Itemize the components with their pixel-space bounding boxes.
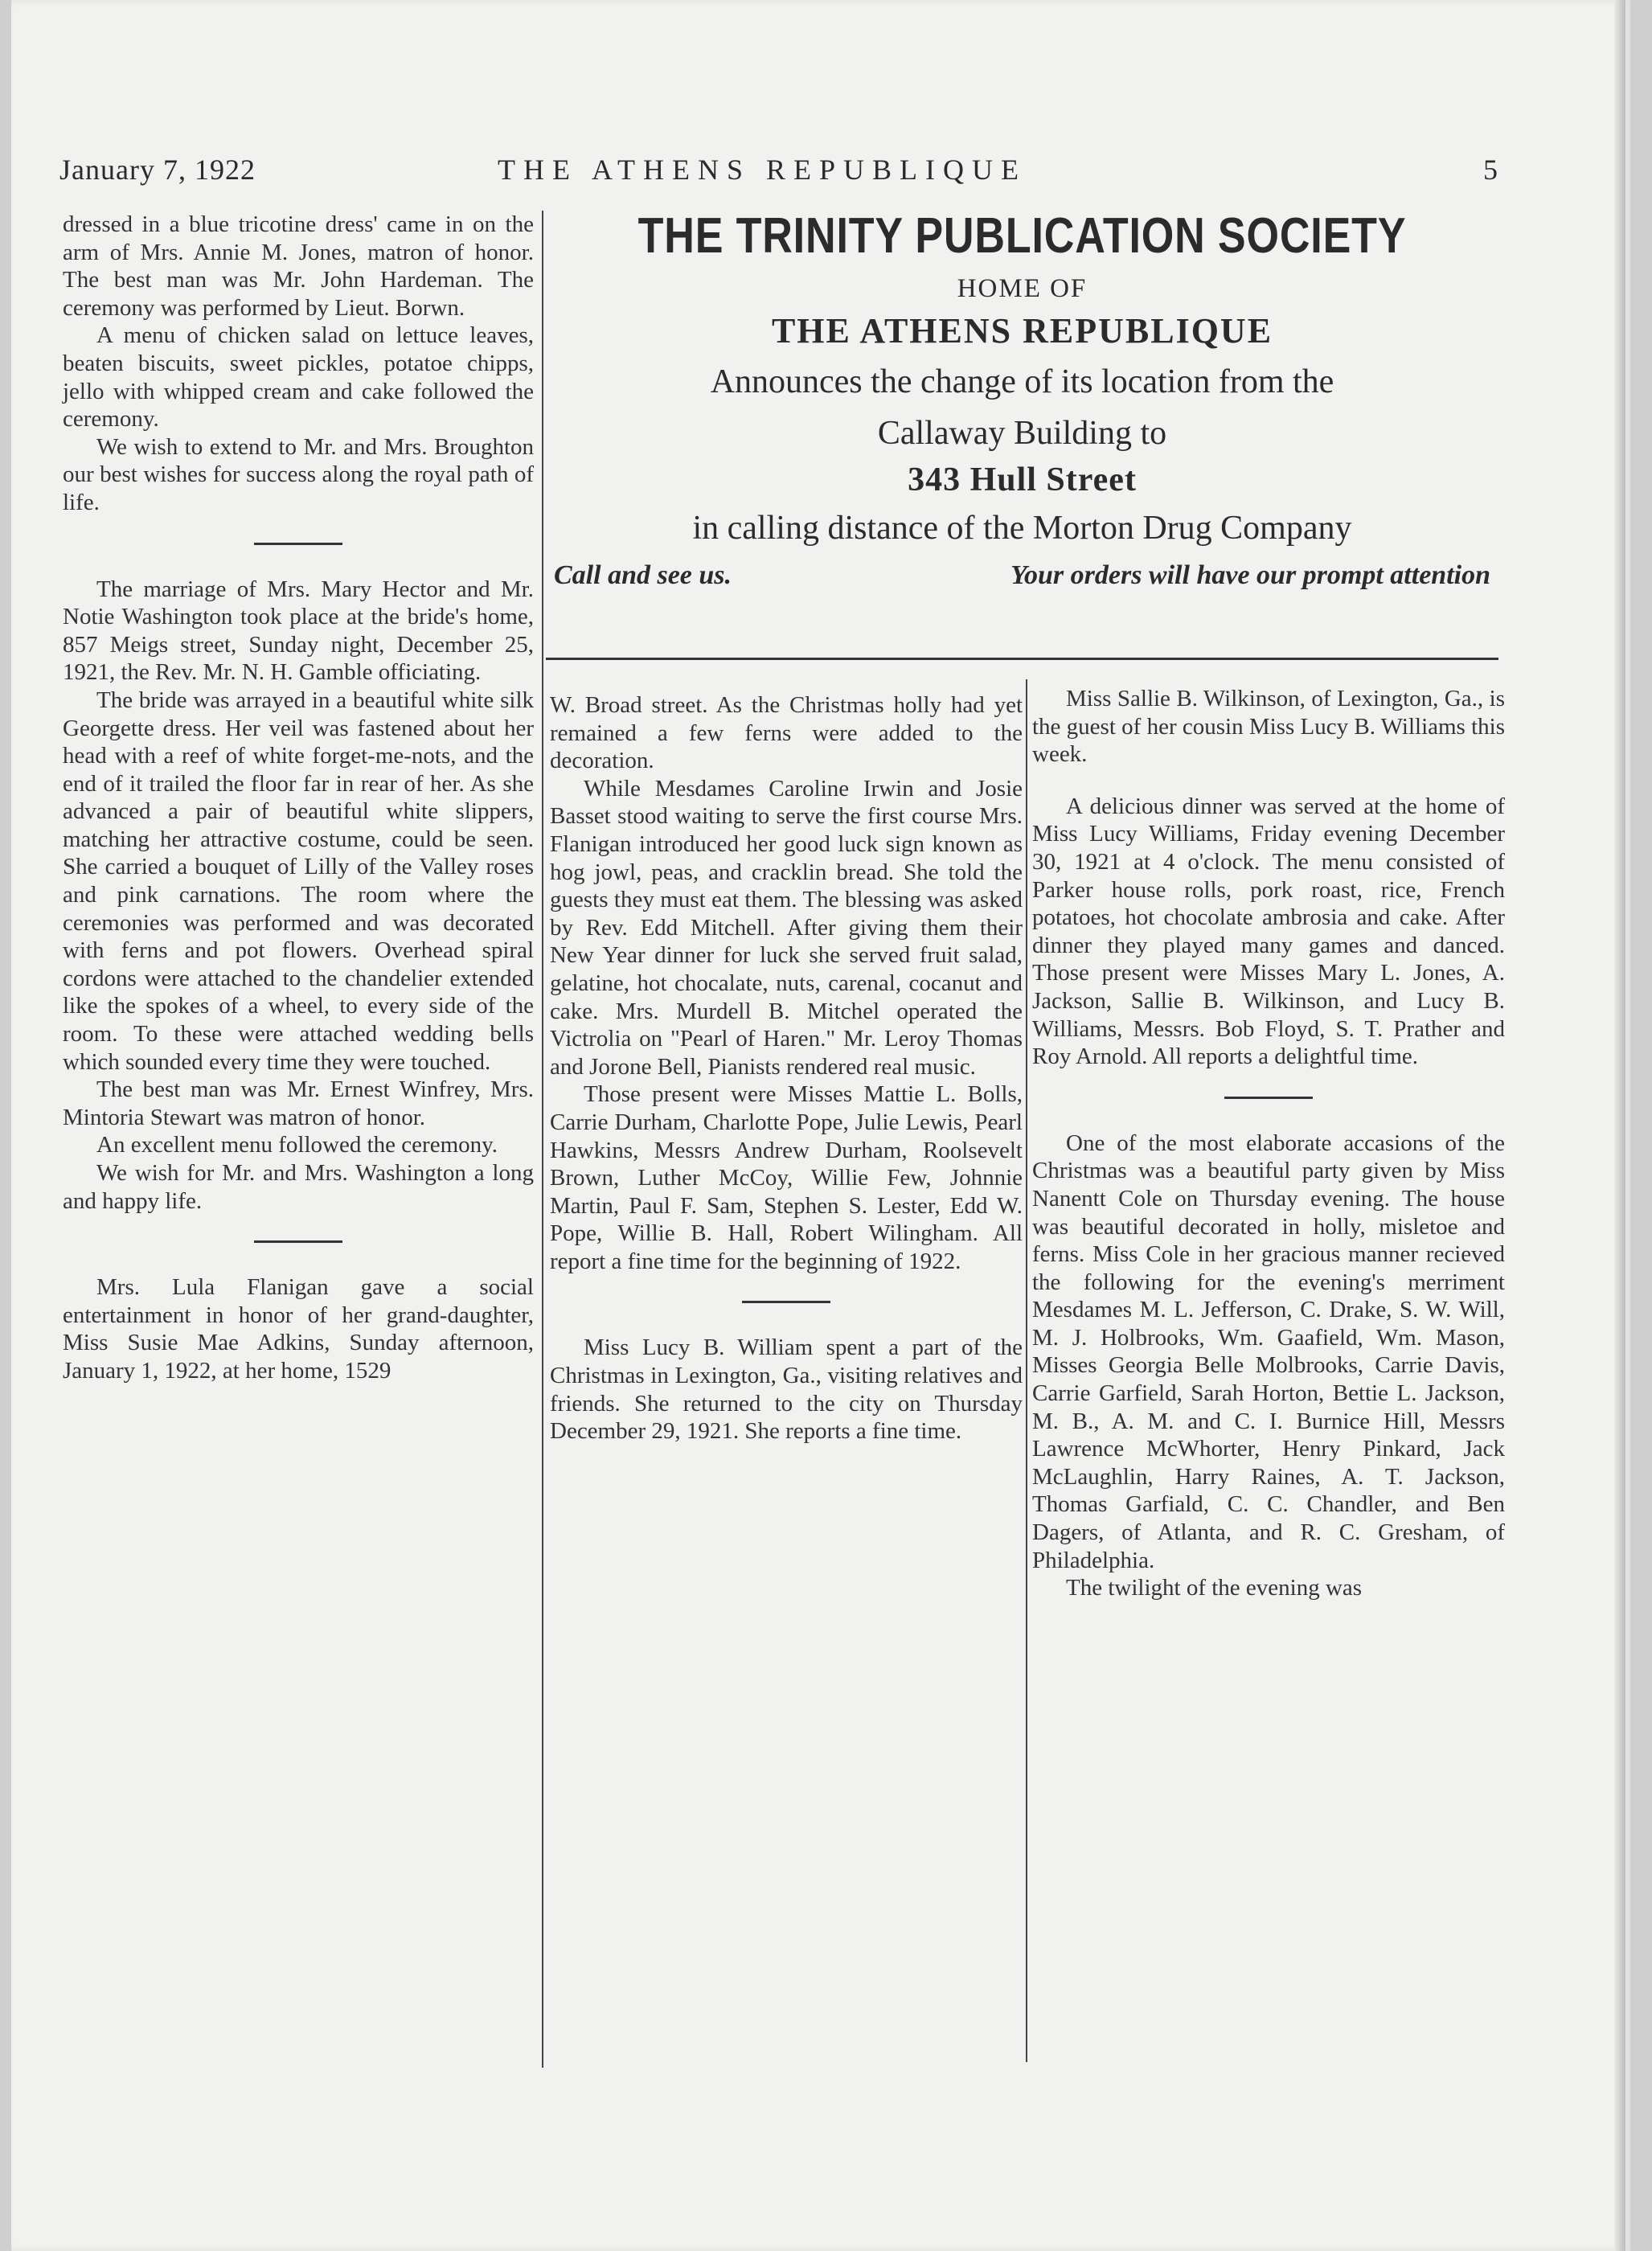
paragraph: We wish for Mr. and Mrs. Washington a long and happy life. [63, 1160, 534, 1214]
issue-date: January 7, 1922 [59, 154, 256, 186]
paragraph: A menu of chicken salad on lettuce leaves, beaten biscuits, sweet pickles, potatoe chipps, jello with whipped cream and cake followed the ceremony. [63, 322, 534, 433]
paragraph: Those present were Misses Mattie L. Bolls, Carrie Durham, Charlotte Pope, Julie Lewis, Pearl Hawkins, Messrs Andrew Durham, Roolsevelt Brown, Luther McCoy, Willie Few, Johnnie Martin, Paul F. Sam, Stephen S. Lester, Edd W. Pope, Willie B. Hall, Robert Wilingham. All report a fine time for the beginning of 1922. [550, 1081, 1023, 1274]
paragraph: dressed in a blue tricotine dress' came in on the arm of Mrs. Annie M. Jones, matron of honor. The best man was Mr. John Hardeman. The ceremony was performed by Lieut. Borwn. [63, 211, 534, 321]
column-rule [1026, 679, 1027, 2062]
paragraph: One of the most elaborate accasions of the Christmas was a beautiful party given by Miss Nanentt Cole on Thursday evening. The house was beautiful decorated in holly, misletoe and ferns. Miss Cole in her gracious manner recieved the following for the evening's merriment Mesdames M. L. Jefferson, C. Drake, S. W. Will, M. J. Holbrooks, Wm. Gaafield, Wm. Mason, Misses Georgia Belle Molbrooks, Carrie Davis, Carrie Garfield, Sarah Horton, Bettie L. Jackson, M. B., A. M. and C. I. Burnice Hill, Messrs Lawrence McWhorter, Henry Pinkard, Jack McLaughlin, Harry Raines, A. T. Jackson, Thomas Garfiald, C. C. Chandler, and Ben Dagers, of Atlanta, and R. C. Gresham, of Philadelphia. [1032, 1130, 1505, 1573]
paragraph: The marriage of Mrs. Mary Hector and Mr. Notie Washington took place at the bride's home, 857 Meigs street, Sunday night, December 25, 1921, the Rev. Mr. N. H. Gamble officiating. [63, 576, 534, 686]
paragraph: We wish to extend to Mr. and Mrs. Broughton our best wishes for success along the royal path of life. [63, 433, 534, 515]
masthead-title: THE ATHENS REPUBLIQUE [498, 154, 1027, 186]
ad-orders-text: Your orders will have our prompt attention [1010, 560, 1490, 590]
ad-old-location: Callaway Building to [877, 415, 1167, 452]
ad-new-address: 343 Hull Street [908, 461, 1137, 498]
ad-bottom-rule [546, 658, 1498, 660]
paragraph: The twilight of the evening was [1066, 1575, 1363, 1601]
publication-announcement [546, 207, 1498, 591]
ad-home-of: HOME OF [957, 274, 1088, 303]
paragraph: The best man was Mr. Ernest Winfrey, Mrs. Mintoria Stewart was matron of honor. [63, 1076, 534, 1130]
paragraph: Miss Sallie B. Wilkinson, of Lexington, Ga., is the guest of her cousin Miss Lucy B. Williams this week. [1032, 686, 1505, 768]
column-2 [550, 691, 1023, 1445]
column-rule [542, 211, 543, 2068]
section-divider [254, 543, 342, 545]
column-1 [63, 211, 534, 1385]
newspaper-page [11, 0, 1630, 2251]
ad-distance-note: in calling distance of the Morton Drug Company [692, 510, 1352, 547]
section-divider [1224, 1097, 1313, 1099]
paragraph: An excellent menu followed the ceremony. [96, 1132, 498, 1158]
column-3 [1032, 685, 1505, 1602]
page-number: 5 [1483, 154, 1498, 186]
section-divider [254, 1240, 342, 1243]
paragraph: Mrs. Lula Flanigan gave a social entertainment in honor of her grand-daughter, Miss Susie Mae Adkins, Sunday afternoon, January 1, 1922, at her home, 1529 [63, 1274, 534, 1384]
ad-call-text: Call and see us. [554, 560, 732, 590]
paragraph: W. Broad street. As the Christmas holly had yet remained a few ferns were added to the decoration. [550, 692, 1023, 774]
paragraph: The bride was arrayed in a beautiful white silk Georgette dress. Her veil was fastened about her head with a reef of white forget-me-nots, and the end of it trailed the floor far in rear of her. As she advanced a pair of beautiful white slippers, matching her attractive costume, could be seen. She carried a bouquet of Lilly of the Valley roses and pink carnations. The room where the ceremonies was performed and was decorated with ferns and pot flowers. Overhead spiral cordons were attached to the chandelier extended like the spokes of a wheel, to every side of the room. To these were attached wedding bells which sounded every time they were touched. [63, 687, 534, 1075]
paragraph: A delicious dinner was served at the home of Miss Lucy Williams, Friday evening December 30, 1921 at 4 o'clock. The menu consisted of Parker house rolls, pork roast, rice, French potatoes, hot chocolate ambrosia and cake. After dinner they played many games and danced. Those present were Misses Mary L. Jones, A. Jackson, Sallie B. Wilkinson, and Lucy B. Williams, Messrs. Bob Floyd, S. T. Prather and Roy Arnold. All reports a delightful time. [1032, 793, 1505, 1070]
page-header [59, 153, 1498, 190]
ad-paper-name: THE ATHENS REPUBLIQUE [771, 311, 1273, 351]
paragraph: Miss Lucy B. William spent a part of the Christmas in Lexington, Ga., visiting relatives and friends. She returned to the city on Thursday December 29, 1921. She reports a fine time. [550, 1335, 1023, 1445]
section-divider [742, 1301, 830, 1303]
ad-society-name: THE TRINITY PUBLICATION SOCIETY [637, 208, 1407, 264]
page-edge-shadow [1614, 0, 1625, 2251]
paragraph: While Mesdames Caroline Irwin and Josie Basset stood waiting to serve the first course Mrs. Flanigan introduced her good luck sign known as hog jowl, peas, and cracklin bread. She told the guests they must eat them. The blessing was asked by Rev. Edd Mitchell. After giving them their New Year dinner for luck she served fruit salad, gelatine, hot chocalate, nuts, carenal, cocanut and cake. Mrs. Murdell B. Mitchel operated the Victrolia on "Pearl of Haren." Mr. Leroy Thomas and Jorone Bell, Pianists rendered real music. [550, 775, 1023, 1080]
ad-announcement: Announces the change of its location from the [710, 363, 1334, 400]
ad-tagline [546, 560, 1498, 591]
